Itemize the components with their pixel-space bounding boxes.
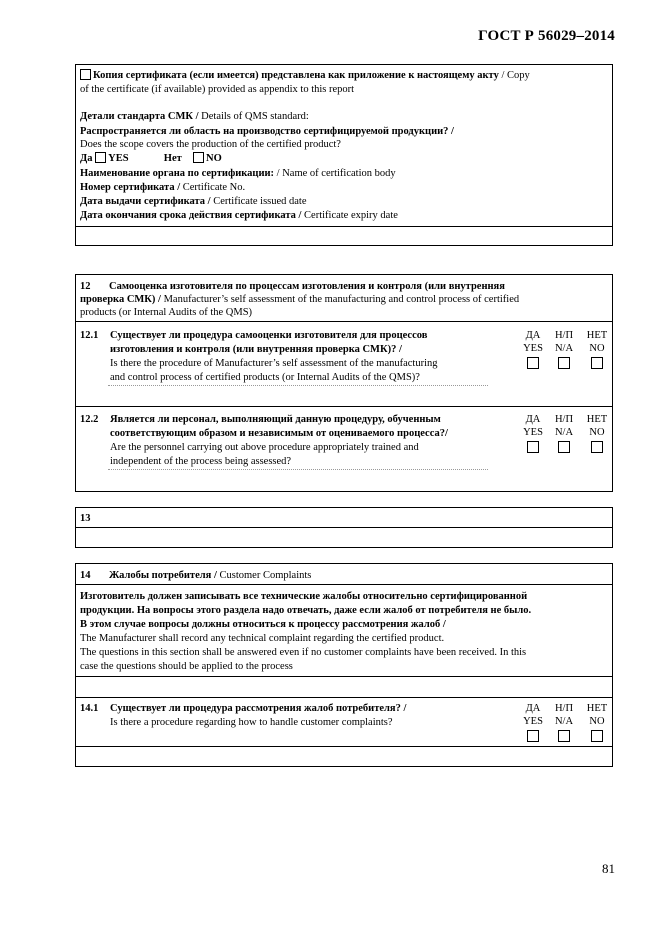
cert-expiry-en: Certificate expiry date <box>301 210 398 221</box>
na-en: N/A <box>554 716 574 727</box>
q14-1-no-checkbox[interactable] <box>591 730 603 742</box>
section-14-box <box>75 563 613 767</box>
cert-issued-line <box>80 195 307 208</box>
question-12-2-number: 12.2 <box>80 414 99 425</box>
divider <box>76 697 612 698</box>
yes-ru: ДА <box>525 703 541 714</box>
question-12-2-en-1: Are the personnel carrying out above procedure appropriately trained and <box>110 442 419 453</box>
na-ru: Н/П <box>554 703 574 714</box>
divider <box>76 676 612 677</box>
cert-number-en: Certificate No. <box>180 182 246 193</box>
question-12-2-ru-1: Является ли персонал, выполняющий данную процедуру, обученным <box>110 414 441 425</box>
section-12-title-line-2 <box>80 293 519 306</box>
section-12-number: 12 <box>80 281 91 292</box>
q14-1-yes-checkbox[interactable] <box>527 730 539 742</box>
section-14-intro-ru-2: продукции. На вопросы этого раздела надо отвечать, даже если жалоб от потребителя не было. <box>80 605 532 616</box>
section-14-intro-en-3: case the questions should be applied to the process <box>80 661 293 672</box>
section-14-title-ru: Жалобы потребителя / <box>109 570 217 581</box>
section-12-box <box>75 274 613 492</box>
yes-en: YES <box>523 427 543 438</box>
section-14-intro-ru-1: Изготовитель должен записывать все технические жалобы относительно сертифицированной <box>80 591 528 602</box>
na-ru: Н/П <box>554 414 574 425</box>
answer-dotted-line <box>108 469 488 470</box>
section-14-number: 14 <box>80 570 91 581</box>
copy-line <box>80 69 530 82</box>
q12-2-na-checkbox[interactable] <box>558 441 570 453</box>
section-12-title-en-2: products (or Internal Audits of the QMS) <box>80 307 253 318</box>
yes-ru: ДА <box>525 414 541 425</box>
scope-yes-checkbox[interactable] <box>95 152 106 163</box>
copy-checkbox[interactable] <box>80 69 91 80</box>
na-en: N/A <box>554 343 574 354</box>
answer-no-label <box>582 702 612 728</box>
cert-expiry-ru: Дата окончания срока действия сертификата / <box>80 210 302 221</box>
answer-dotted-line <box>108 385 488 386</box>
no-en: NO <box>589 427 605 438</box>
scope-no-ru: Нет <box>163 153 182 164</box>
scope-question-en: Does the scope covers the production of the certified product? <box>80 139 341 150</box>
answer-na-label <box>549 702 579 728</box>
scope-no-checkbox[interactable] <box>193 152 204 163</box>
qms-details-en: Details of QMS standard: <box>198 111 309 122</box>
q12-2-no-checkbox[interactable] <box>591 441 603 453</box>
scope-yes-ru: Да <box>80 153 93 164</box>
cert-body-ru: Наименование органа по сертификации: <box>80 168 275 179</box>
question-12-2-en-2: independent of the process being assessed? <box>110 456 292 467</box>
cert-issued-en: Certificate issued date <box>210 196 307 207</box>
certificate-details-box <box>75 64 613 246</box>
section-13-number: 13 <box>80 513 91 524</box>
no-en: NO <box>589 716 605 727</box>
answer-no-label <box>582 413 612 439</box>
answer-no-label <box>582 329 612 355</box>
divider <box>76 226 612 227</box>
answer-yes-label <box>518 413 548 439</box>
question-12-1-ru-1: Существует ли процедура самооценки изготовителя для процессов <box>110 330 428 341</box>
page-number: 81 <box>602 861 615 876</box>
no-ru: НЕТ <box>586 703 608 714</box>
divider <box>76 321 612 322</box>
divider <box>76 746 612 747</box>
cert-number-line <box>80 181 245 194</box>
no-ru: НЕТ <box>586 414 608 425</box>
section-14-intro-en-1: The Manufacturer shall record any technical complaint regarding the certified product. <box>80 633 445 644</box>
scope-answer-line <box>80 152 222 165</box>
question-14-1-en-1: Is there a procedure regarding how to handle customer complaints? <box>110 717 393 728</box>
divider <box>76 406 612 407</box>
yes-ru: ДА <box>525 330 541 341</box>
yes-en: YES <box>523 343 543 354</box>
answer-yes-label <box>518 329 548 355</box>
copy-label-ru: Копия сертификата (если имеется) представлена как приложение к настоящему акту <box>93 70 499 81</box>
question-12-2-ru-2: соответствующим образом и независимым от оцениваемого процесса?/ <box>110 428 448 439</box>
section-14-intro-ru-3: В этом случае вопросы должны относиться к процессу рассмотрения жалоб / <box>80 619 446 630</box>
copy-label-en: / Copy <box>498 70 530 81</box>
qms-details-line <box>80 110 309 123</box>
answer-na-label <box>549 329 579 355</box>
question-12-1-en-2: and control process of certified products (or Internal Audits of the QMS)? <box>110 372 420 383</box>
q12-1-yes-checkbox[interactable] <box>527 357 539 369</box>
cert-body-line <box>80 167 396 180</box>
section-12-title-ru-2: проверка СМК) / <box>80 294 161 305</box>
q14-1-na-checkbox[interactable] <box>558 730 570 742</box>
cert-body-en: / Name of certification body <box>274 168 396 179</box>
q12-1-na-checkbox[interactable] <box>558 357 570 369</box>
yes-en: YES <box>523 716 543 727</box>
na-en: N/A <box>554 427 574 438</box>
answer-yes-label <box>518 702 548 728</box>
answer-na-label <box>549 413 579 439</box>
no-ru: НЕТ <box>586 330 608 341</box>
section-14-intro-en-2: The questions in this section shall be answered even if no customer complaints have been received. In this <box>80 647 527 658</box>
section-12-title-en-1: Manufacturer’s self assessment of the manufacturing and control process of certified <box>160 294 520 305</box>
cert-number-ru: Номер сертификата / <box>80 182 181 193</box>
no-en: NO <box>589 343 605 354</box>
section-14-title-en: Customer Complaints <box>216 570 312 581</box>
question-14-1-number: 14.1 <box>80 703 99 714</box>
divider <box>76 527 612 528</box>
scope-question-ru: Распространяется ли область на производство сертифицируемой продукции? / <box>80 126 454 137</box>
na-ru: Н/П <box>554 330 574 341</box>
document-code: ГОСТ Р 56029–2014 <box>478 28 615 44</box>
scope-yes-en: YES <box>108 153 129 164</box>
cert-issued-ru: Дата выдачи сертификата / <box>80 196 211 207</box>
question-12-1-ru-2: изготовления и контроля (или внутренняя проверка СМК)? / <box>110 344 402 355</box>
section-12-title-ru-1: Самооценка изготовителя по процессам изготовления и контроля (или внутренняя <box>109 281 505 292</box>
q12-1-no-checkbox[interactable] <box>591 357 603 369</box>
scope-no-en: NO <box>206 153 222 164</box>
question-12-1-en-1: Is there the procedure of Manufacturer’s self assessment of the manufacturing <box>110 358 438 369</box>
copy-line-2: of the certificate (if available) provided as appendix to this report <box>80 84 355 95</box>
section-14-title <box>109 569 311 582</box>
divider <box>76 584 612 585</box>
q12-2-yes-checkbox[interactable] <box>527 441 539 453</box>
section-13-box <box>75 507 613 548</box>
qms-details-ru: Детали стандарта СМК / <box>80 111 199 122</box>
question-14-1-ru-1: Существует ли процедура рассмотрения жалоб потребителя? / <box>110 703 407 714</box>
cert-expiry-line <box>80 209 398 222</box>
question-12-1-number: 12.1 <box>80 330 99 341</box>
